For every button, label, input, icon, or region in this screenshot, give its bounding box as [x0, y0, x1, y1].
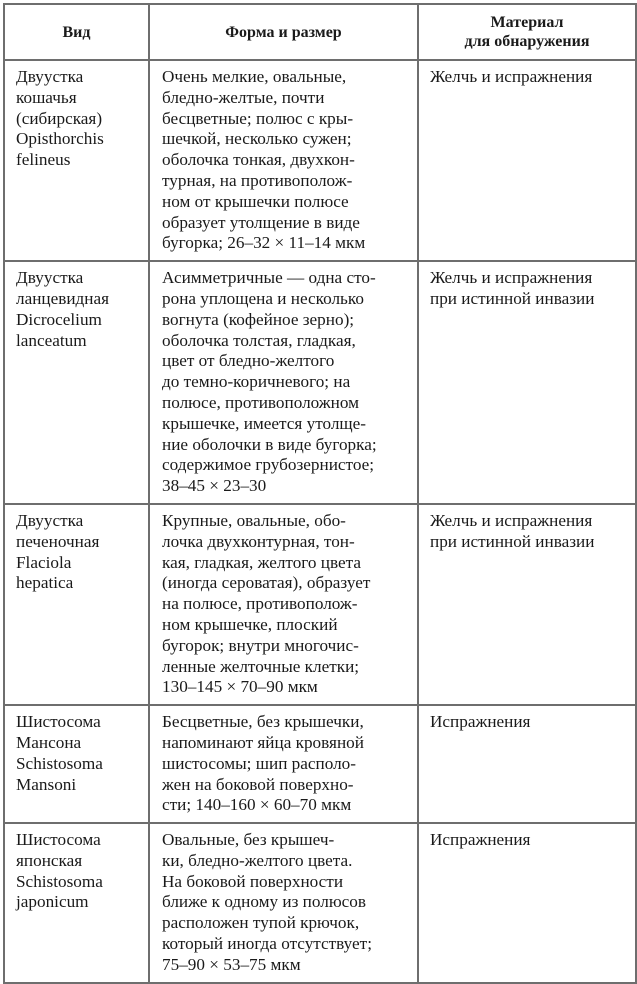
species-cell-line: felineus	[16, 150, 71, 170]
table-row	[4, 504, 636, 705]
species-cell-line: Шистосома	[16, 712, 101, 732]
species-cell-line: japonicum	[16, 892, 89, 912]
species-cell	[4, 504, 149, 705]
material-cell-line: Желчь и испражнения	[430, 510, 593, 530]
header-material	[418, 4, 636, 60]
species-cell	[4, 60, 149, 261]
species-cell-line: Schistosoma	[16, 871, 103, 891]
material-cell	[418, 261, 636, 504]
species-cell	[4, 823, 149, 983]
form-size-cell-line: Крупные, овальные, обо-	[162, 510, 346, 530]
form-size-cell-line: На боковой поверхности	[162, 871, 344, 891]
form-size-cell-line: 75–90 × 53–75 мкм	[162, 954, 301, 974]
form-size-cell-line: шечкой, несколько сужен;	[162, 129, 352, 149]
form-size-cell-line: лочка двухконтурная, тон-	[162, 531, 355, 551]
species-cell-line: (сибирская)	[16, 108, 103, 128]
form-size-cell	[149, 504, 418, 705]
species-cell-line: печеночная	[16, 531, 100, 551]
table-row	[4, 705, 636, 823]
species-cell-line: Мансона	[16, 732, 82, 752]
form-size-cell-line: оболочка толстая, гладкая,	[162, 330, 356, 350]
form-size-cell-line: жен на боковой поверхно-	[162, 774, 354, 794]
species-cell-line: Двуустка	[16, 268, 84, 288]
helminth-eggs-table	[3, 3, 637, 984]
header-species	[4, 4, 149, 60]
species-cell-line: Шистосома	[16, 830, 101, 850]
form-size-cell-line: бугорка; 26–32 × 11–14 мкм	[162, 233, 366, 253]
species-cell	[4, 261, 149, 504]
material-cell-line: при истинной инвазии	[430, 288, 595, 308]
form-size-cell-line: ки, бледно-желтого цвета.	[162, 850, 353, 870]
form-size-cell-line: Овальные, без крышеч-	[162, 830, 335, 850]
form-size-cell-line: Очень мелкие, овальные,	[162, 67, 347, 86]
material-cell	[418, 823, 636, 983]
form-size-cell-line: 38–45 × 23–30	[162, 476, 267, 496]
species-cell	[4, 705, 149, 823]
form-size-cell-line: содержимое грубозернистое;	[162, 455, 375, 475]
species-cell-line: Двуустка	[16, 510, 84, 530]
form-size-cell-line: ние оболочки в виде бугорка;	[162, 434, 377, 454]
form-size-cell-line: расположен тупой крючок,	[162, 913, 360, 933]
form-size-cell-line: бледно-желтые, почти	[162, 87, 325, 107]
species-cell-line: Schistosoma	[16, 753, 103, 773]
form-size-cell-line: крышечке, имеется утолще-	[162, 413, 367, 433]
form-size-cell-line: ном крышечке, плоский	[162, 614, 338, 634]
form-size-cell-line: полюсе, противоположном	[162, 392, 360, 412]
header-material-label-2: для обнаружения	[464, 33, 590, 50]
form-size-cell-line: Асимметричные — одна сто-	[162, 268, 376, 288]
table-row	[4, 60, 636, 261]
species-cell-line: lanceatum	[16, 330, 87, 350]
material-cell-line: Желчь и испражнения	[430, 268, 593, 288]
form-size-cell	[149, 823, 418, 983]
form-size-cell-line: рона уплощена и несколько	[162, 288, 364, 308]
material-cell-line: Испражнения	[430, 712, 531, 732]
table-header-row	[4, 4, 636, 60]
species-cell-line: hepatica	[16, 573, 74, 593]
form-size-cell-line: оболочка тонкая, двухкон-	[162, 150, 355, 170]
species-cell-line: Mansoni	[16, 774, 77, 794]
form-size-cell-line: бугорок; внутри многочис-	[162, 635, 359, 655]
material-cell	[418, 705, 636, 823]
material-cell-line: Желчь и испражнения	[430, 67, 593, 86]
form-size-cell	[149, 60, 418, 261]
form-size-cell-line: 130–145 × 70–90 мкм	[162, 677, 318, 697]
form-size-cell-line: бесцветные; полюс с кры-	[162, 108, 354, 128]
species-cell-line: Flaciola	[16, 552, 72, 572]
header-material-label-1: Материал	[490, 14, 564, 31]
species-cell-line: ланцевидная	[16, 288, 110, 308]
material-cell	[418, 504, 636, 705]
form-size-cell-line: напоминают яйца кровяной	[162, 732, 364, 752]
form-size-cell	[149, 261, 418, 504]
form-size-cell-line: ближе к одному из полюсов	[162, 892, 366, 912]
form-size-cell-line: образует утолщение в виде	[162, 212, 360, 232]
species-cell-line: кошачья	[16, 87, 77, 107]
form-size-cell-line: ленные желточные клетки;	[162, 656, 360, 676]
header-form	[149, 4, 418, 60]
header-species-label: Вид	[62, 23, 91, 41]
table-row	[4, 823, 636, 983]
material-cell	[418, 60, 636, 261]
species-cell-line: японская	[16, 850, 83, 870]
material-cell-line: Испражнения	[430, 830, 531, 850]
form-size-cell-line: шистосомы; шип располо-	[162, 753, 356, 773]
species-cell-line: Opisthorchis	[16, 129, 104, 149]
form-size-cell-line: кая, гладкая, желтого цвета	[162, 552, 361, 572]
form-size-cell-line: Бесцветные, без крышечки,	[162, 712, 364, 732]
header-form-label: Форма и размер	[225, 23, 342, 41]
form-size-cell-line: который иногда отсутствует;	[162, 934, 372, 954]
form-size-cell-line: (иногда сероватая), образует	[162, 573, 371, 593]
form-size-cell	[149, 705, 418, 823]
table-row	[4, 261, 636, 504]
form-size-cell-line: цвет от бледно-желтого	[162, 351, 335, 371]
form-size-cell-line: турная, на противополож-	[162, 170, 353, 190]
form-size-cell-line: на полюсе, противополож-	[162, 594, 358, 614]
form-size-cell-line: вогнута (кофейное зерно);	[162, 309, 355, 329]
species-cell-line: Dicrocelium	[16, 309, 102, 329]
material-cell-line: при истинной инвазии	[430, 531, 595, 551]
species-cell-line: Двуустка	[16, 67, 84, 86]
form-size-cell-line: сти; 140–160 × 60–70 мкм	[162, 795, 352, 815]
form-size-cell-line: до темно-коричневого; на	[162, 372, 351, 392]
form-size-cell-line: ном от крышечки полюсе	[162, 191, 349, 211]
